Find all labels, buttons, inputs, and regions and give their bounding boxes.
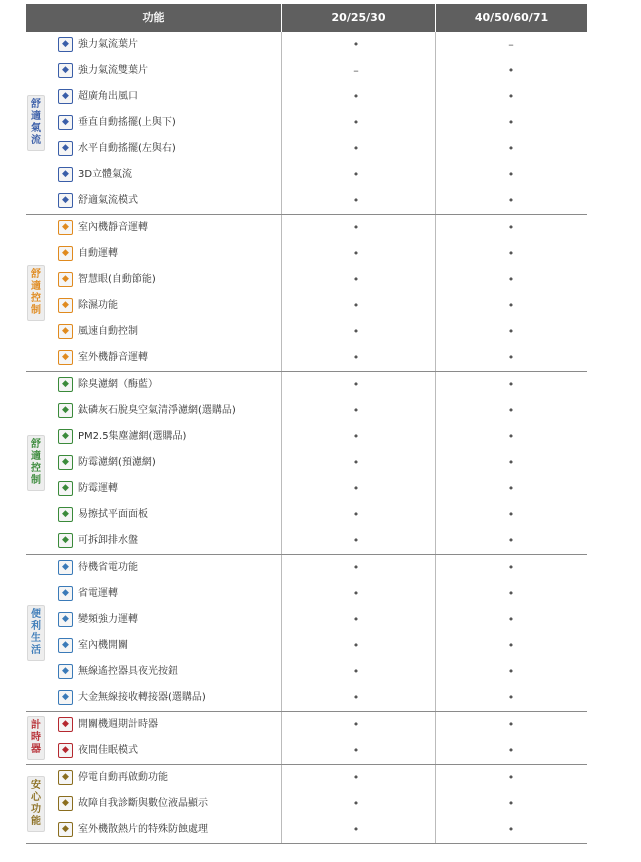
availability-large: • <box>507 744 515 757</box>
night-mode-icon: ◆ <box>58 743 73 758</box>
availability-small: • <box>352 142 360 155</box>
table-row <box>26 215 587 241</box>
availability-large: • <box>507 168 515 181</box>
wind-icon: ◆ <box>58 63 73 78</box>
feature-label: 自動運轉 <box>78 248 118 259</box>
feature-label: 夜間佳眠模式 <box>78 745 138 756</box>
feature-label: 無線遙控器具夜光按鈕 <box>78 666 178 677</box>
feature-group <box>26 765 587 844</box>
availability-small: • <box>352 613 360 626</box>
feature-table <box>26 4 587 844</box>
availability-large: • <box>507 639 515 652</box>
feature-label: 室外機散熱片的特殊防蝕處理 <box>78 824 208 835</box>
availability-small: • <box>352 587 360 600</box>
header-col-small: 20/25/30 <box>331 11 386 24</box>
feature-label: 故障自我診斷與數位液晶顯示 <box>78 798 208 809</box>
table-row <box>26 476 587 502</box>
availability-large: • <box>507 482 515 495</box>
table-row <box>26 267 587 293</box>
availability-small: • <box>352 351 360 364</box>
quiet-indoor-icon: ◆ <box>58 220 73 235</box>
availability-large: – <box>508 38 514 51</box>
availability-small: • <box>352 771 360 784</box>
availability-small: • <box>352 299 360 312</box>
availability-small: • <box>352 247 360 260</box>
availability-small: • <box>352 378 360 391</box>
availability-large: • <box>507 456 515 469</box>
availability-large: • <box>507 142 515 155</box>
feature-label: 風速自動控制 <box>78 326 138 337</box>
availability-small: • <box>352 168 360 181</box>
drain-pan-icon: ◆ <box>58 533 73 548</box>
feature-label: 水平自動搖擺(左與右) <box>78 143 176 154</box>
availability-small: • <box>352 38 360 51</box>
wind-icon: ◆ <box>58 37 73 52</box>
availability-large: • <box>507 273 515 286</box>
availability-large: • <box>507 771 515 784</box>
table-row <box>26 555 587 581</box>
indoor-switch-icon: ◆ <box>58 638 73 653</box>
swing-horizontal-icon: ◆ <box>58 141 73 156</box>
table-header <box>26 4 587 32</box>
self-diagnosis-icon: ◆ <box>58 796 73 811</box>
swing-vertical-icon: ◆ <box>58 115 73 130</box>
availability-small: • <box>352 561 360 574</box>
group-label: 計時器 <box>27 716 45 760</box>
group-label: 安心功能 <box>27 776 45 832</box>
feature-label: PM2.5集塵濾網(選購品) <box>78 431 187 442</box>
table-row <box>26 32 587 58</box>
group-label: 舒適控制 <box>27 435 45 491</box>
group-label: 便利生活 <box>27 605 45 661</box>
table-row <box>26 241 587 267</box>
availability-small: • <box>352 797 360 810</box>
availability-large: • <box>507 508 515 521</box>
table-row <box>26 633 587 659</box>
feature-label: 室外機靜音運轉 <box>78 352 148 363</box>
feature-label: 可拆卸排水盤 <box>78 535 138 546</box>
availability-small: • <box>352 508 360 521</box>
standby-icon: ◆ <box>58 560 73 575</box>
availability-large: • <box>507 404 515 417</box>
header-col-large: 40/50/60/71 <box>474 11 549 24</box>
availability-large: • <box>507 534 515 547</box>
header-feature: 功能 <box>142 11 165 24</box>
table-row <box>26 712 587 738</box>
table-row <box>26 162 587 188</box>
group-label: 舒適控制 <box>27 265 45 321</box>
table-row <box>26 424 587 450</box>
availability-large: • <box>507 665 515 678</box>
smart-eye-icon: ◆ <box>58 272 73 287</box>
availability-small: • <box>352 325 360 338</box>
quiet-outdoor-icon: ◆ <box>58 350 73 365</box>
table-row <box>26 110 587 136</box>
table-row <box>26 581 587 607</box>
3d-airflow-icon: ◆ <box>58 167 73 182</box>
table-row <box>26 685 587 711</box>
titanium-filter-icon: ◆ <box>58 403 73 418</box>
feature-label: 開關機週期計時器 <box>78 719 158 730</box>
feature-label: 變頻強力運轉 <box>78 614 138 625</box>
flat-panel-icon: ◆ <box>58 507 73 522</box>
feature-label: 大金無線接收轉接器(選購品) <box>78 692 206 703</box>
availability-small: • <box>352 665 360 678</box>
availability-large: • <box>507 561 515 574</box>
availability-small: • <box>352 691 360 704</box>
availability-large: • <box>507 194 515 207</box>
availability-small: • <box>352 116 360 129</box>
availability-small: – <box>353 64 359 77</box>
powerful-icon: ◆ <box>58 612 73 627</box>
econo-icon: ◆ <box>58 586 73 601</box>
table-row <box>26 607 587 633</box>
table-body <box>26 32 587 844</box>
feature-label: 待機省電功能 <box>78 562 138 573</box>
dehumidify-icon: ◆ <box>58 298 73 313</box>
availability-large: • <box>507 613 515 626</box>
availability-large: • <box>507 90 515 103</box>
feature-group <box>26 555 587 712</box>
table-row <box>26 738 587 764</box>
table-row <box>26 450 587 476</box>
table-row <box>26 502 587 528</box>
feature-label: 舒適氣流模式 <box>78 195 138 206</box>
feature-label: 省電運轉 <box>78 588 118 599</box>
weekly-timer-icon: ◆ <box>58 717 73 732</box>
availability-large: • <box>507 823 515 836</box>
availability-small: • <box>352 404 360 417</box>
availability-small: • <box>352 430 360 443</box>
table-row <box>26 84 587 110</box>
table-row <box>26 659 587 685</box>
availability-large: • <box>507 325 515 338</box>
availability-small: • <box>352 718 360 731</box>
comfort-mode-icon: ◆ <box>58 193 73 208</box>
auto-mode-icon: ◆ <box>58 246 73 261</box>
availability-small: • <box>352 823 360 836</box>
feature-label: 3D立體氣流 <box>78 169 133 180</box>
feature-label: 室內機開關 <box>78 640 128 651</box>
table-row <box>26 817 587 843</box>
feature-label: 防霉運轉 <box>78 483 118 494</box>
feature-label: 停電自動再啟動功能 <box>78 772 168 783</box>
feature-label: 超廣角出風口 <box>78 91 138 102</box>
table-row <box>26 398 587 424</box>
availability-small: • <box>352 744 360 757</box>
mold-proof-icon: ◆ <box>58 481 73 496</box>
feature-label: 易擦拭平面面板 <box>78 509 148 520</box>
table-row <box>26 293 587 319</box>
availability-large: • <box>507 797 515 810</box>
fan-speed-icon: ◆ <box>58 324 73 339</box>
table-row <box>26 372 587 398</box>
remote-icon: ◆ <box>58 664 73 679</box>
table-row <box>26 765 587 791</box>
availability-large: • <box>507 587 515 600</box>
availability-large: • <box>507 247 515 260</box>
feature-label: 垂直自動搖擺(上與下) <box>78 117 176 128</box>
feature-group <box>26 215 587 372</box>
availability-large: • <box>507 116 515 129</box>
feature-label: 智慧眼(自動節能) <box>78 274 156 285</box>
availability-large: • <box>507 718 515 731</box>
availability-small: • <box>352 456 360 469</box>
availability-small: • <box>352 221 360 234</box>
feature-group <box>26 712 587 765</box>
availability-small: • <box>352 194 360 207</box>
feature-label: 室內機靜音運轉 <box>78 222 148 233</box>
availability-large: • <box>507 221 515 234</box>
table-row <box>26 791 587 817</box>
mold-filter-icon: ◆ <box>58 455 73 470</box>
availability-small: • <box>352 534 360 547</box>
feature-label: 除臭濾網（酶藍） <box>78 379 158 390</box>
table-row <box>26 188 587 214</box>
availability-large: • <box>507 299 515 312</box>
anti-corrosion-icon: ◆ <box>58 822 73 837</box>
availability-large: • <box>507 64 515 77</box>
availability-large: • <box>507 351 515 364</box>
table-row <box>26 58 587 84</box>
wide-angle-icon: ◆ <box>58 89 73 104</box>
feature-group <box>26 372 587 555</box>
pm25-filter-icon: ◆ <box>58 429 73 444</box>
feature-label: 鈦磷灰石脫臭空氣清淨濾網(選購品) <box>78 405 236 416</box>
availability-small: • <box>352 639 360 652</box>
table-row <box>26 319 587 345</box>
availability-small: • <box>352 482 360 495</box>
table-row <box>26 345 587 371</box>
table-row <box>26 136 587 162</box>
availability-large: • <box>507 430 515 443</box>
wireless-adapter-icon: ◆ <box>58 690 73 705</box>
availability-large: • <box>507 378 515 391</box>
availability-small: • <box>352 273 360 286</box>
availability-small: • <box>352 90 360 103</box>
availability-large: • <box>507 691 515 704</box>
feature-label: 防霉濾網(預濾網) <box>78 457 156 468</box>
feature-label: 強力氣流雙葉片 <box>78 65 148 76</box>
group-label: 舒適氣流 <box>27 95 45 151</box>
feature-label: 強力氣流葉片 <box>78 39 138 50</box>
deodorize-filter-icon: ◆ <box>58 377 73 392</box>
feature-group <box>26 32 587 215</box>
table-row <box>26 528 587 554</box>
auto-restart-icon: ◆ <box>58 770 73 785</box>
feature-label: 除濕功能 <box>78 300 118 311</box>
